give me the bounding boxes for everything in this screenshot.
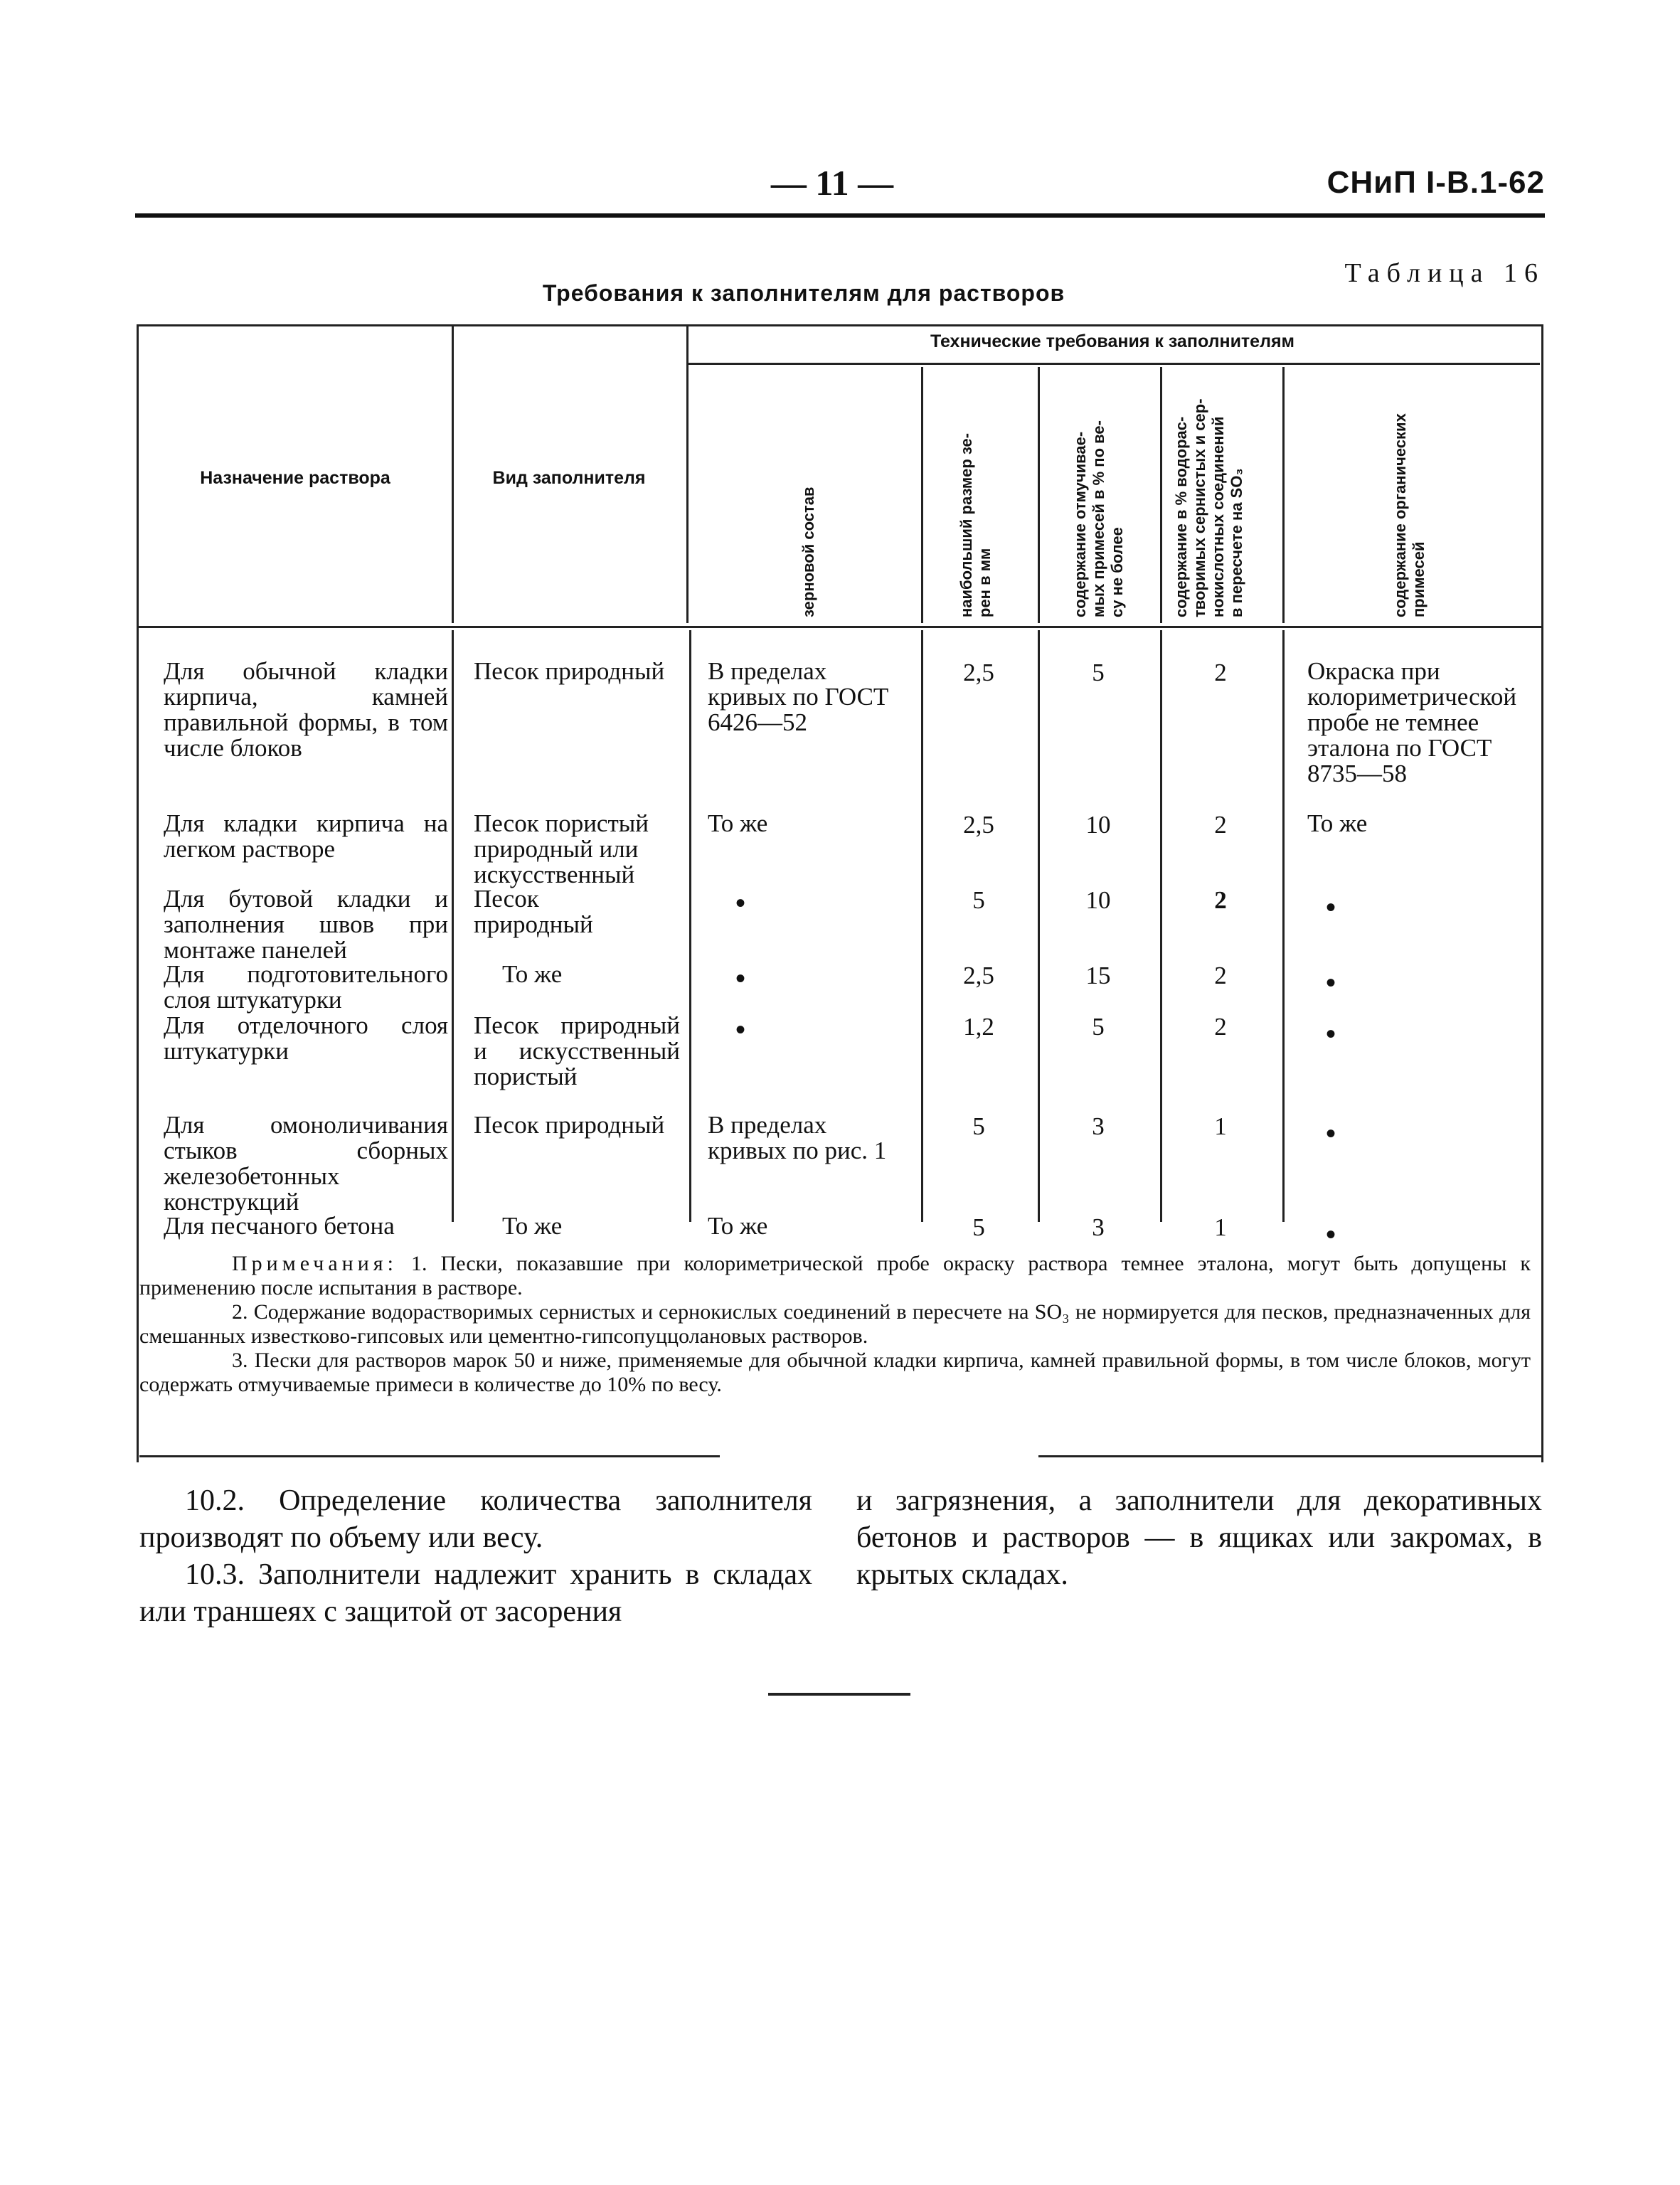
body-divider-1 [452, 630, 454, 1222]
col-divider-2 [686, 324, 689, 623]
row5-organic: • [1326, 1018, 1336, 1050]
body-divider-6 [1282, 630, 1285, 1222]
table-bottom-rule-left [139, 1455, 720, 1457]
row6-max-size: 5 [972, 1112, 985, 1140]
row1-washable: 5 [1092, 659, 1105, 686]
header-organic [1391, 413, 1428, 617]
header-tech-requirements: Технические требования к заполнителям [930, 331, 1295, 351]
paragraph-10-3: 10.3. Заполнители надлежит хранить в складах или траншеях с защитой от засорения [139, 1558, 812, 1628]
col-divider-1 [452, 324, 454, 623]
header-max-size [957, 433, 994, 617]
row3-organic: • [1326, 891, 1336, 923]
row7-grain: То же [708, 1212, 768, 1240]
col-divider-6 [1282, 367, 1285, 623]
row2-organic: То же [1307, 809, 1368, 837]
row1-organic: Окраска при колориметрической пробе не темнее эталона по ГОСТ 8735—58 [1307, 657, 1517, 787]
end-rule [768, 1693, 910, 1696]
row7-sulfur: 1 [1214, 1213, 1227, 1241]
row2-aggregate: Песок пористый природный или искусственный [474, 809, 649, 888]
header-organic-line2: примесей [1410, 541, 1428, 617]
header-washable [1071, 420, 1127, 617]
row3-purpose: Для бутовой кладки и заполнения швов при монтаже панелей [164, 885, 448, 964]
row5-aggregate: Песок природный и искусственный пористый [474, 1011, 680, 1090]
header-max-size-line2: рен в мм [976, 548, 994, 617]
note-1-text: 1. Пески, показавшие при колориметрической пробе окраску раствора темнее эталона, могут быть допущены к применению после испытания в растворе. [139, 1252, 1531, 1299]
row3-washable: 10 [1085, 886, 1111, 914]
col-divider-5 [1160, 367, 1162, 623]
note-3: 3. Пески для растворов марок 50 и ниже, применяемые для обычной кладки кирпича, камней правильной формы, в том числе блоков, могут содержать отмучиваемые примеси в количестве до 10% по весу. [139, 1349, 1531, 1396]
row1-aggregate: Песок природный [474, 657, 665, 685]
row7-max-size: 5 [972, 1213, 985, 1241]
table-title: Требования к заполнителям для растворов [542, 280, 1065, 306]
table-notes [139, 1252, 1531, 1397]
table-top-rule [137, 324, 1542, 326]
row5-grain: • [735, 1014, 746, 1046]
row7-organic: • [1326, 1218, 1336, 1250]
row4-purpose: Для подготовительного слоя штукатурки [164, 960, 448, 1014]
paragraph-10-3-continued: и загрязнения, а заполнители для декоративных бетонов и растворов — в ящиках или закромах, в крытых складах. [856, 1484, 1542, 1591]
row4-organic: • [1326, 967, 1336, 999]
col-divider-4 [1038, 367, 1040, 623]
row2-purpose: Для кладки кирпича на легком растворе [164, 809, 448, 863]
table-number: Таблица 16 [1344, 258, 1545, 288]
row1-grain: В пределах кривых по ГОСТ 6426—52 [708, 657, 889, 736]
row1-purpose: Для обычной кладки кирпича, камней правильной формы, в том числе блоков [164, 657, 448, 762]
header-organic-line1: содержание органических [1391, 413, 1409, 617]
row3-grain: • [735, 887, 746, 919]
row3-aggregate: Песок природный [474, 885, 593, 938]
row4-aggregate: То же [502, 960, 563, 988]
row3-sulfur: 2 [1214, 886, 1227, 914]
body-column-right [856, 1482, 1542, 1593]
row4-sulfur: 2 [1214, 962, 1227, 989]
header-aggregate: Вид заполнителя [492, 468, 646, 488]
header-sulfur-line2: творимых сернистых и сер- [1191, 398, 1208, 617]
row6-purpose: Для омоноличивания стыков сборных железобетонных конструкций [164, 1111, 448, 1216]
row4-grain: • [735, 962, 746, 994]
row2-sulfur: 2 [1214, 811, 1227, 839]
table-bottom-rule-right [1038, 1455, 1542, 1457]
header-bottom-rule [139, 626, 1541, 628]
header-purpose: Назначение раствора [200, 468, 390, 488]
header-sulfur-line1: содержание в % водорас- [1172, 416, 1190, 617]
header-sulfur [1172, 398, 1246, 617]
row4-max-size: 2,5 [963, 962, 994, 989]
row6-aggregate: Песок природный [474, 1111, 665, 1139]
notes-label: Примечания: [232, 1252, 398, 1275]
row7-aggregate: То же [502, 1212, 563, 1240]
row3-max-size: 5 [972, 886, 985, 914]
row6-washable: 3 [1092, 1112, 1105, 1140]
note-2: 2. Содержание водорастворимых сернистых и сернокислых соединений в пересчете на SO₃ не нормируется для песков, предназначенных для смешанных известково-гипсовых или цементно-гипсопуццолановых растворов. [139, 1300, 1531, 1348]
row7-purpose: Для песчаного бетона [164, 1212, 395, 1240]
header-washable-line2: мых примесей в % по ве- [1090, 420, 1107, 617]
header-washable-line1: содержание отмучивае- [1071, 431, 1089, 617]
row4-washable: 15 [1085, 962, 1111, 989]
row7-washable: 3 [1092, 1213, 1105, 1241]
row2-max-size: 2,5 [963, 811, 994, 839]
row2-grain: То же [708, 809, 768, 837]
row6-organic: • [1326, 1117, 1336, 1149]
row2-washable: 10 [1085, 811, 1111, 839]
row6-grain: В пределах кривых по рис. 1 [708, 1111, 887, 1164]
page-number: — 11 — [770, 163, 894, 203]
note-1 [139, 1252, 1531, 1300]
row5-washable: 5 [1092, 1013, 1105, 1041]
row5-sulfur: 2 [1214, 1013, 1227, 1041]
row5-purpose: Для отделочного слоя штукатурки [164, 1011, 448, 1065]
header-sulfur-line4: в пересчете на SO₃ [1228, 468, 1245, 617]
col-divider-3 [921, 367, 923, 623]
header-sulfur-line3: нокислотных соединений [1209, 416, 1227, 617]
header-rule [135, 213, 1545, 218]
row1-sulfur: 2 [1214, 659, 1227, 686]
document-id: СНиП I-В.1-62 [1327, 165, 1545, 200]
header-washable-line3: су не более [1108, 527, 1126, 617]
row1-max-size: 2,5 [963, 659, 994, 686]
paragraph-10-2: 10.2. Определение количества заполнителя производят по объему или весу. [139, 1484, 812, 1554]
body-column-left [139, 1482, 812, 1630]
header-group-rule [686, 363, 1540, 365]
header-grain: зерновой состав [799, 487, 817, 617]
row6-sulfur: 1 [1214, 1112, 1227, 1140]
body-divider-2 [689, 630, 691, 1222]
header-max-size-line1: наибольший размер зе- [957, 432, 975, 617]
row5-max-size: 1,2 [963, 1013, 994, 1041]
